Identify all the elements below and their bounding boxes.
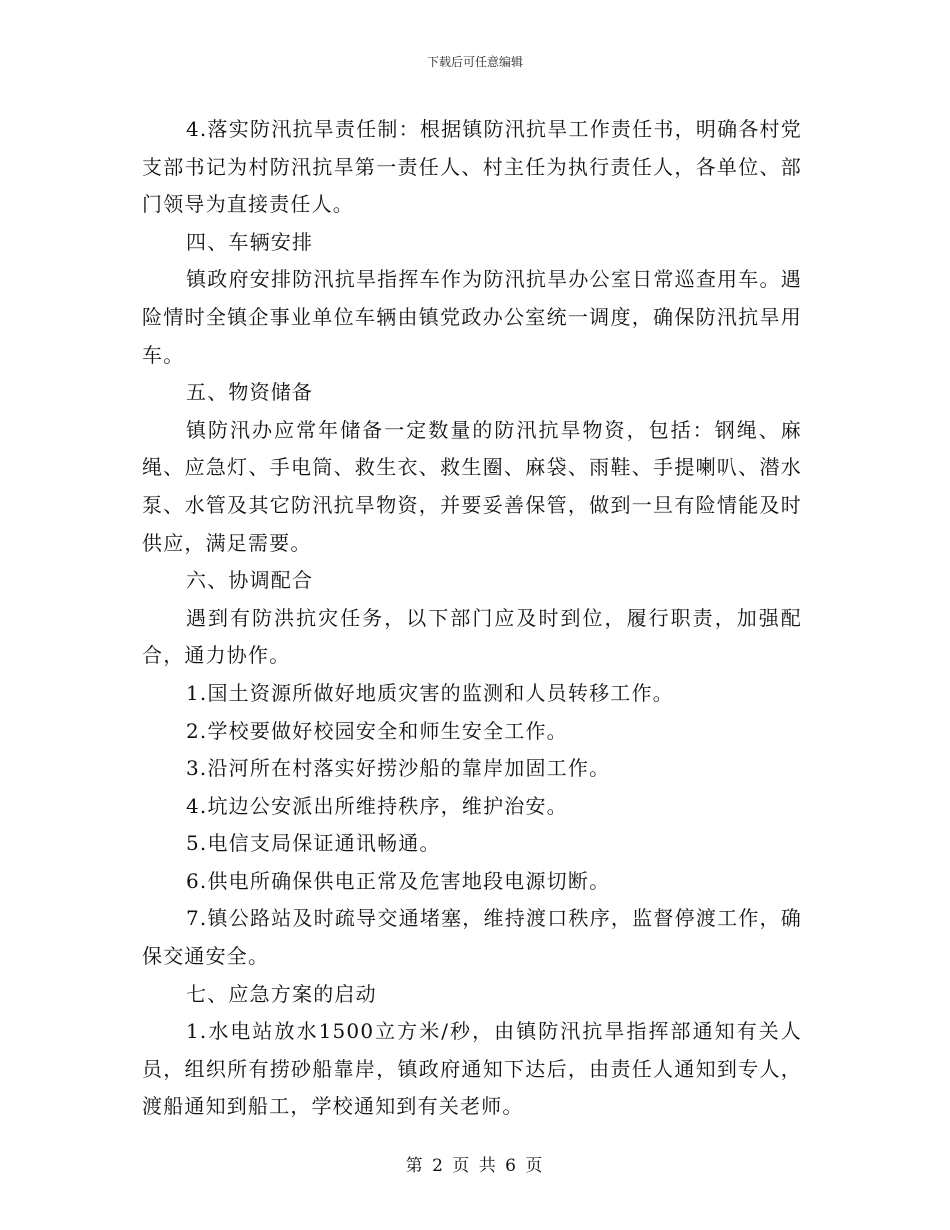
list-item-police-station: 4.坑边公安派出所维持秩序，维护治安。 [186,793,568,818]
list-item-school: 2.学校要做好校园安全和师生安全工作。 [186,718,568,743]
list-item-power-supply: 6.供电所确保供电正常及危害地段电源切断。 [186,868,611,893]
heading-emergency-plan-activation: 七、应急方案的启动 [186,981,377,1006]
heading-coordination: 六、协调配合 [186,568,314,593]
paragraph-material-reserve: 镇防汛办应常年储备一定数量的防汛抗旱物资，包括：钢绳、麻绳、应急灯、手电筒、救生衣、救生圈、麻袋、雨鞋、手提喇叭、潜水泵、水管及其它防汛抗旱物资，并要妥善保管，做到一旦有险情能及时供应，满足需要。 [142,417,802,555]
document-body [142,111,802,1126]
page-header-note: 下载后可任意编辑 [426,55,523,69]
paragraph-vehicle-arrangement: 镇政府安排防汛抗旱指挥车作为防汛抗旱办公室日常巡查用车。遇险情时全镇企事业单位车辆由镇党政办公室统一调度，确保防汛抗旱用车。 [142,267,802,367]
list-item-highway-station: 7.镇公路站及时疏导交通堵塞，维持渡口秩序，监督停渡工作，确保交通安全。 [142,906,802,969]
paragraph-hydropower-discharge: 1.水电站放水1500立方米/秒，由镇防汛抗旱指挥部通知有关人员，组织所有捞砂船靠岸，镇政府通知下达后，由责任人通知到专人，渡船通知到船工，学校通知到有关老师。 [142,1019,802,1119]
paragraph-coordination: 遇到有防洪抗灾任务，以下部门应及时到位，履行职责，加强配合，通力协作。 [142,605,802,668]
paragraph-responsibility-system: 4.落实防汛抗旱责任制：根据镇防汛抗旱工作责任书，明确各村党支部书记为村防汛抗旱第一责任人、村主任为执行责任人，各单位、部门领导为直接责任人。 [142,117,802,217]
heading-vehicle-arrangement: 四、车辆安排 [186,229,314,254]
page-number-footer: 第 2 页 共 6 页 [405,1156,545,1176]
list-item-telecom: 5.电信支局保证通讯畅通。 [186,831,441,856]
list-item-riverside-villages: 3.沿河所在村落实好捞沙船的靠岸加固工作。 [186,756,611,781]
heading-material-reserve: 五、物资储备 [186,380,314,405]
list-item-land-resources: 1.国土资源所做好地质灾害的监测和人员转移工作。 [186,680,674,705]
